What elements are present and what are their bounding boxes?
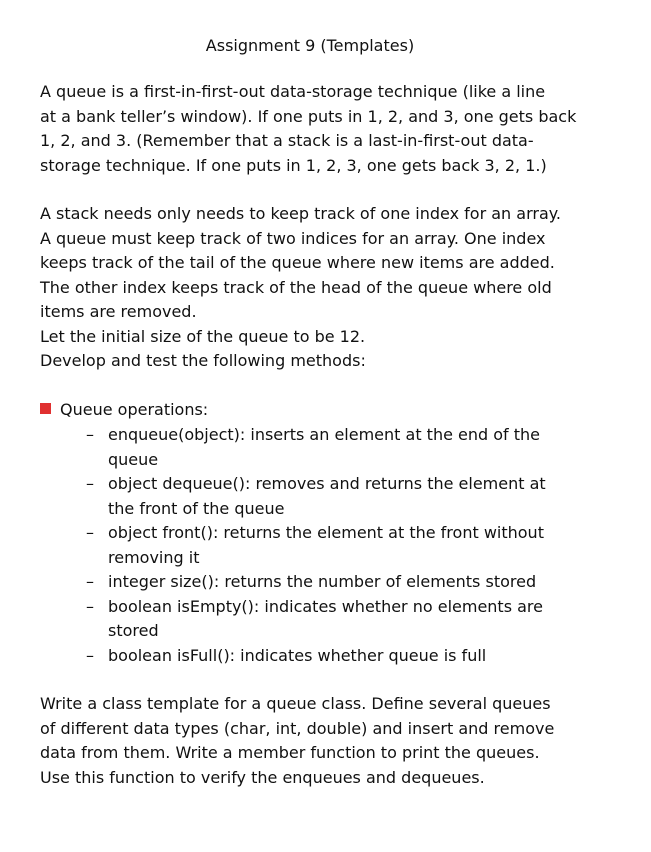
- dash-bullet: –: [86, 523, 94, 542]
- operations-list: [86, 423, 546, 668]
- list-item: [86, 472, 546, 521]
- details-line: The other index keeps track of the head of the queue where old: [40, 277, 552, 297]
- square-bullet-icon: [40, 403, 51, 414]
- operation-text: integer size(): returns the number of elements stored: [108, 572, 537, 591]
- details-line: A queue must keep track of two indices for an array. One index: [40, 228, 546, 248]
- details-paragraph: [40, 202, 600, 374]
- operations-heading-label: Queue operations:: [60, 400, 209, 419]
- intro-paragraph: [40, 80, 600, 178]
- details-line: keeps track of the tail of the queue where new items are added.: [40, 253, 555, 272]
- dash-bullet: –: [86, 572, 94, 591]
- operation-text: enqueue(object): inserts an element at the end of the: [108, 425, 541, 444]
- dash-bullet: –: [86, 645, 94, 665]
- intro-line: A queue is a first-in-first-out data-storage technique (like a line: [40, 82, 546, 101]
- operation-text: removing it: [108, 547, 200, 567]
- operations-heading: [40, 398, 208, 423]
- intro-line: 1, 2, and 3. (Remember that a stack is a last-in-first-out data-: [40, 131, 534, 150]
- list-item: [86, 644, 546, 669]
- dash-bullet: –: [86, 596, 94, 616]
- list-item: [86, 423, 546, 472]
- details-line: items are removed.: [40, 302, 197, 321]
- closing-line: Write a class template for a queue class. Define several queues: [40, 694, 551, 713]
- operation-text: stored: [108, 621, 159, 640]
- closing-paragraph: [40, 692, 600, 790]
- intro-line: at a bank teller’s window). If one puts in 1, 2, and 3, one gets back: [40, 106, 577, 126]
- details-line: Let the initial size of the queue to be 12.: [40, 326, 366, 346]
- list-item: [86, 595, 546, 644]
- page-title: Assignment 9 (Templates): [205, 36, 415, 55]
- dash-bullet: –: [86, 425, 94, 444]
- operation-text: object dequeue(): removes and returns the element at: [108, 474, 546, 493]
- closing-line: of different data types (char, int, double) and insert and remove: [40, 718, 555, 738]
- operation-text: the front of the queue: [108, 498, 285, 518]
- operation-text: boolean isFull(): indicates whether queue is full: [108, 645, 487, 665]
- operation-text: queue: [108, 449, 159, 469]
- details-line: Develop and test the following methods:: [40, 351, 366, 370]
- details-line: A stack needs only needs to keep track of one index for an array.: [40, 204, 562, 223]
- intro-line: storage technique. If one puts in 1, 2, 3, one gets back 3, 2, 1.): [40, 155, 547, 175]
- operation-text: object front(): returns the element at the front without: [108, 523, 544, 542]
- operation-text: boolean isEmpty(): indicates whether no elements are: [108, 596, 543, 616]
- list-item: [86, 570, 546, 595]
- dash-bullet: –: [86, 474, 94, 493]
- closing-line: Use this function to verify the enqueues and dequeues.: [40, 767, 485, 787]
- closing-line: data from them. Write a member function to print the queues.: [40, 743, 540, 762]
- list-item: [86, 521, 546, 570]
